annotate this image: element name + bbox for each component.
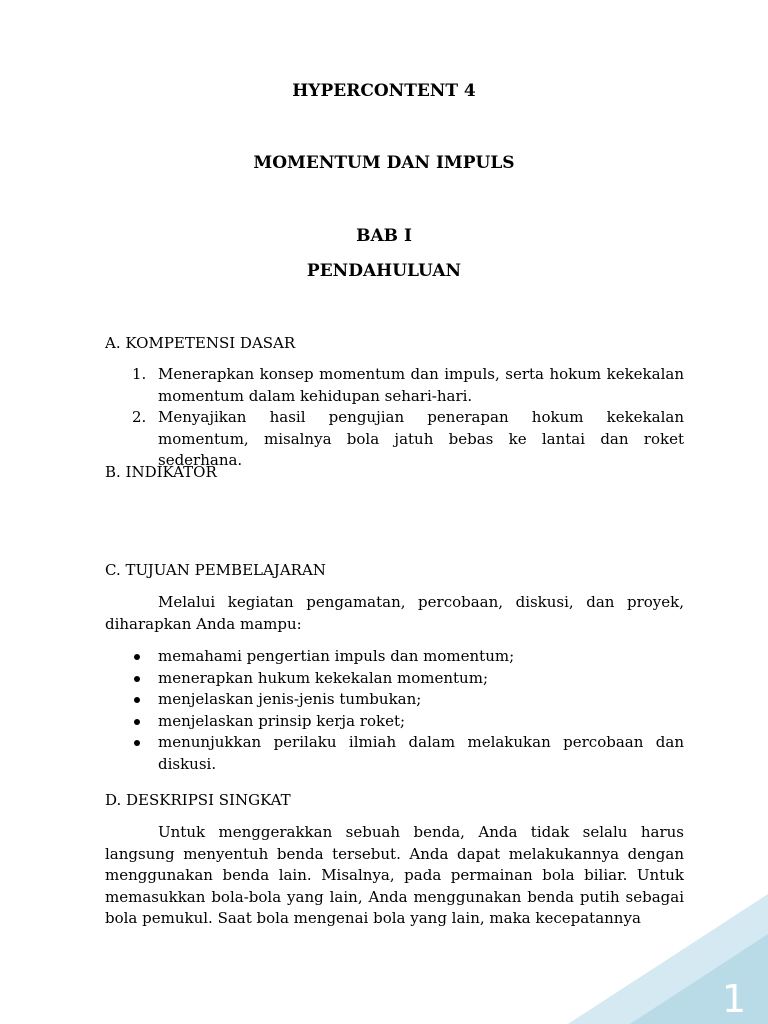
section-heading-tujuan: C. TUJUAN PEMBELAJARAN — [105, 561, 326, 579]
list-item — [105, 732, 684, 775]
list-number: 1. — [132, 365, 147, 383]
bullet-icon — [134, 719, 140, 725]
page-number: 1 — [721, 977, 746, 1021]
list-item-text: menerapkan hukum kekekalan momentum; — [158, 668, 488, 687]
list-number: 2. — [132, 408, 147, 426]
tujuan-intro-paragraph: Melalui kegiatan pengamatan, percobaan, diskusi, dan proyek, diharapkan Anda mampu: — [105, 593, 684, 633]
bullet-icon — [134, 697, 140, 703]
section-heading-deskripsi: D. DESKRIPSI SINGKAT — [105, 791, 291, 809]
list-item — [105, 689, 684, 711]
section-heading-kompetensi: A. KOMPETENSI DASAR — [105, 334, 296, 352]
deskripsi-paragraph: Untuk menggerakkan sebuah benda, Anda tidak selalu harus langsung menyentuh benda tersebut. Anda dapat melakukannya dengan menggunakan benda lain. Misalnya, pada permainan bola biliar. Untuk memasukkan bola-bola yang lain, Anda menggunakan benda putih sebagai bola pemukul. Saat bola mengenai bola yang lain, maka kecepatannya — [105, 823, 684, 927]
bullet-icon — [134, 654, 140, 660]
list-item-text: menjelaskan jenis-jenis tumbukan; — [158, 690, 422, 708]
list-item — [105, 711, 684, 733]
competency-list — [105, 364, 684, 472]
list-item-text: memahami pengertian impuls dan momentum; — [158, 647, 515, 665]
list-item-text: menunjukkan perilaku ilmiah dalam melakukan percobaan dan diskusi. — [158, 733, 684, 773]
section-heading-indikator: B. INDIKATOR — [105, 463, 217, 481]
bullet-icon — [134, 740, 140, 746]
bullet-icon — [134, 676, 140, 682]
list-item — [105, 364, 684, 407]
document-subtitle: MOMENTUM DAN IMPULS — [253, 153, 515, 173]
list-item-text: menjelaskan prinsip kerja roket; — [158, 711, 406, 730]
chapter-title: PENDAHULUAN — [306, 261, 462, 281]
list-item-text: Menerapkan konsep momentum dan impuls, serta hokum kekekalan momentum dalam kehidupan sehari-hari. — [158, 365, 684, 405]
objective-list — [105, 646, 684, 775]
list-item-text: Menyajikan hasil pengujian penerapan hokum kekekalan momentum, misalnya bola jatuh bebas ke lantai dan roket sederhana. — [158, 408, 684, 469]
list-item — [105, 668, 684, 690]
chapter-number: BAB I — [356, 226, 412, 246]
list-item — [105, 646, 684, 668]
document-title: HYPERCONTENT 4 — [292, 81, 476, 101]
